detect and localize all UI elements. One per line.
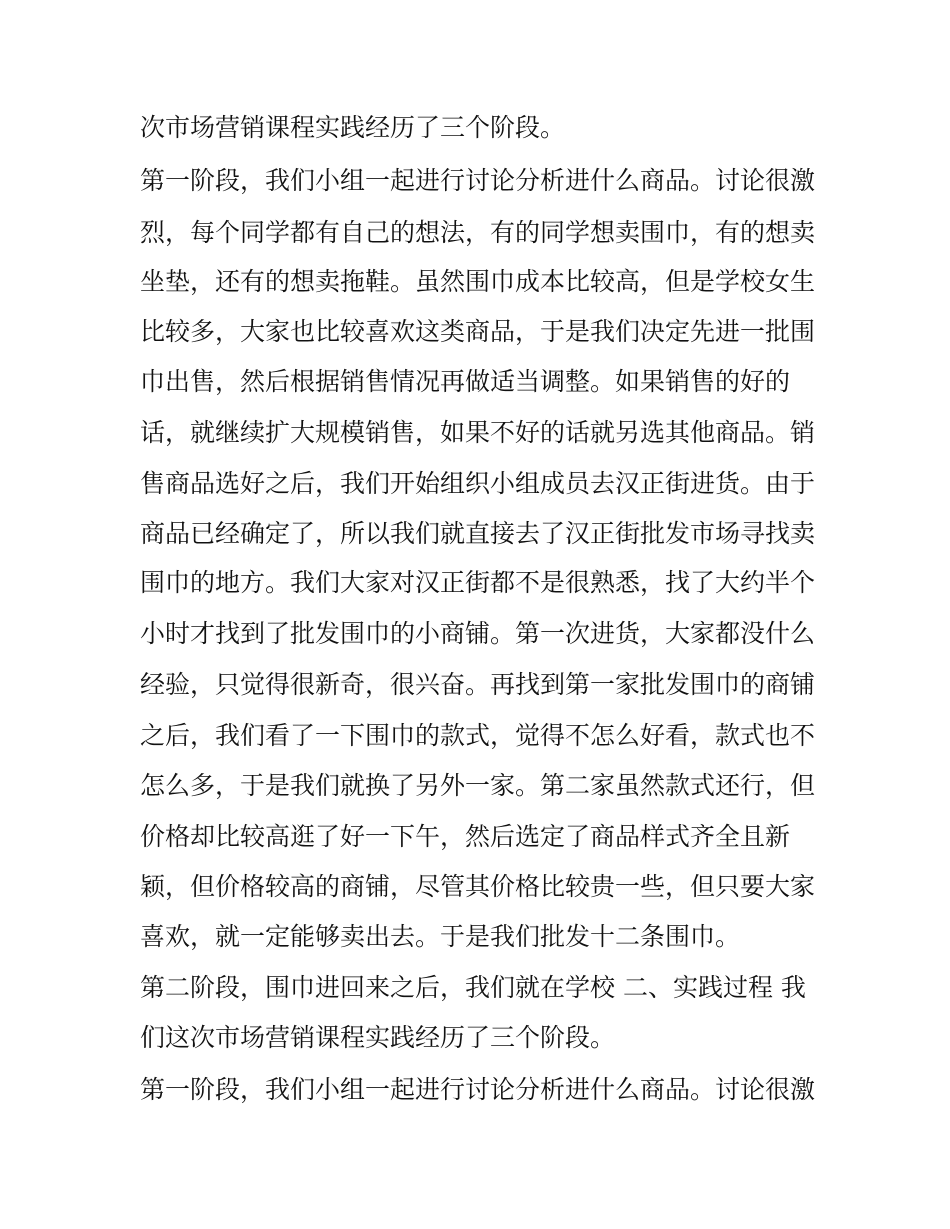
text-line-1: 次市场营销课程实践经历了三个阶段。 — [140, 113, 566, 142]
text-line-3: 烈，每个同学都有自己的想法，有的同学想卖围巾，有的想卖 — [140, 218, 816, 247]
text-line-16: 颖，但价格较高的商铺，尽管其价格比较贵一些，但只要大家 — [140, 872, 816, 901]
text-line-8: 售商品选好之后，我们开始组织小组成员去汉正街进货。由于 — [140, 469, 816, 498]
text-line-15: 价格却比较高逛了好一下午，然后选定了商品样式齐全且新 — [140, 822, 791, 851]
text-line-10: 围巾的地方。我们大家对汉正街都不是很熟悉，找了大约半个 — [140, 568, 816, 597]
text-line-4: 坐垫，还有的想卖拖鞋。虽然围巾成本比较高，但是学校女生 — [140, 267, 816, 296]
text-line-14: 怎么多，于是我们就换了另外一家。第二家虽然款式还行，但 — [140, 771, 816, 800]
text-line-2: 第一阶段，我们小组一起进行讨论分析进什么商品。讨论很激 — [140, 166, 816, 195]
text-line-17: 喜欢，就一定能够卖出去。于是我们批发十二条围巾。 — [140, 922, 741, 951]
text-line-18: 第二阶段，围巾进回来之后，我们就在学校 二、实践过程 我 — [140, 973, 806, 1002]
text-line-20: 第一阶段，我们小组一起进行讨论分析进什么商品。讨论很激 — [140, 1075, 816, 1104]
text-line-11: 小时才找到了批发围巾的小商铺。第一次进货，大家都没什么 — [140, 619, 816, 648]
text-line-12: 经验，只觉得很新奇，很兴奋。再找到第一家批发围巾的商铺 — [140, 670, 816, 699]
text-line-19: 们这次市场营销课程实践经历了三个阶段。 — [140, 1023, 616, 1052]
text-line-13: 之后，我们看了一下围巾的款式，觉得不怎么好看，款式也不 — [140, 721, 816, 750]
text-line-5: 比较多，大家也比较喜欢这类商品，于是我们决定先进一批围 — [140, 317, 816, 346]
text-line-7: 话，就继续扩大规模销售，如果不好的话就另选其他商品。销 — [140, 418, 816, 447]
text-line-6: 巾出售，然后根据销售情况再做适当调整。如果销售的好的 — [140, 367, 791, 396]
text-line-9: 商品已经确定了，所以我们就直接去了汉正街批发市场寻找卖 — [140, 519, 816, 548]
